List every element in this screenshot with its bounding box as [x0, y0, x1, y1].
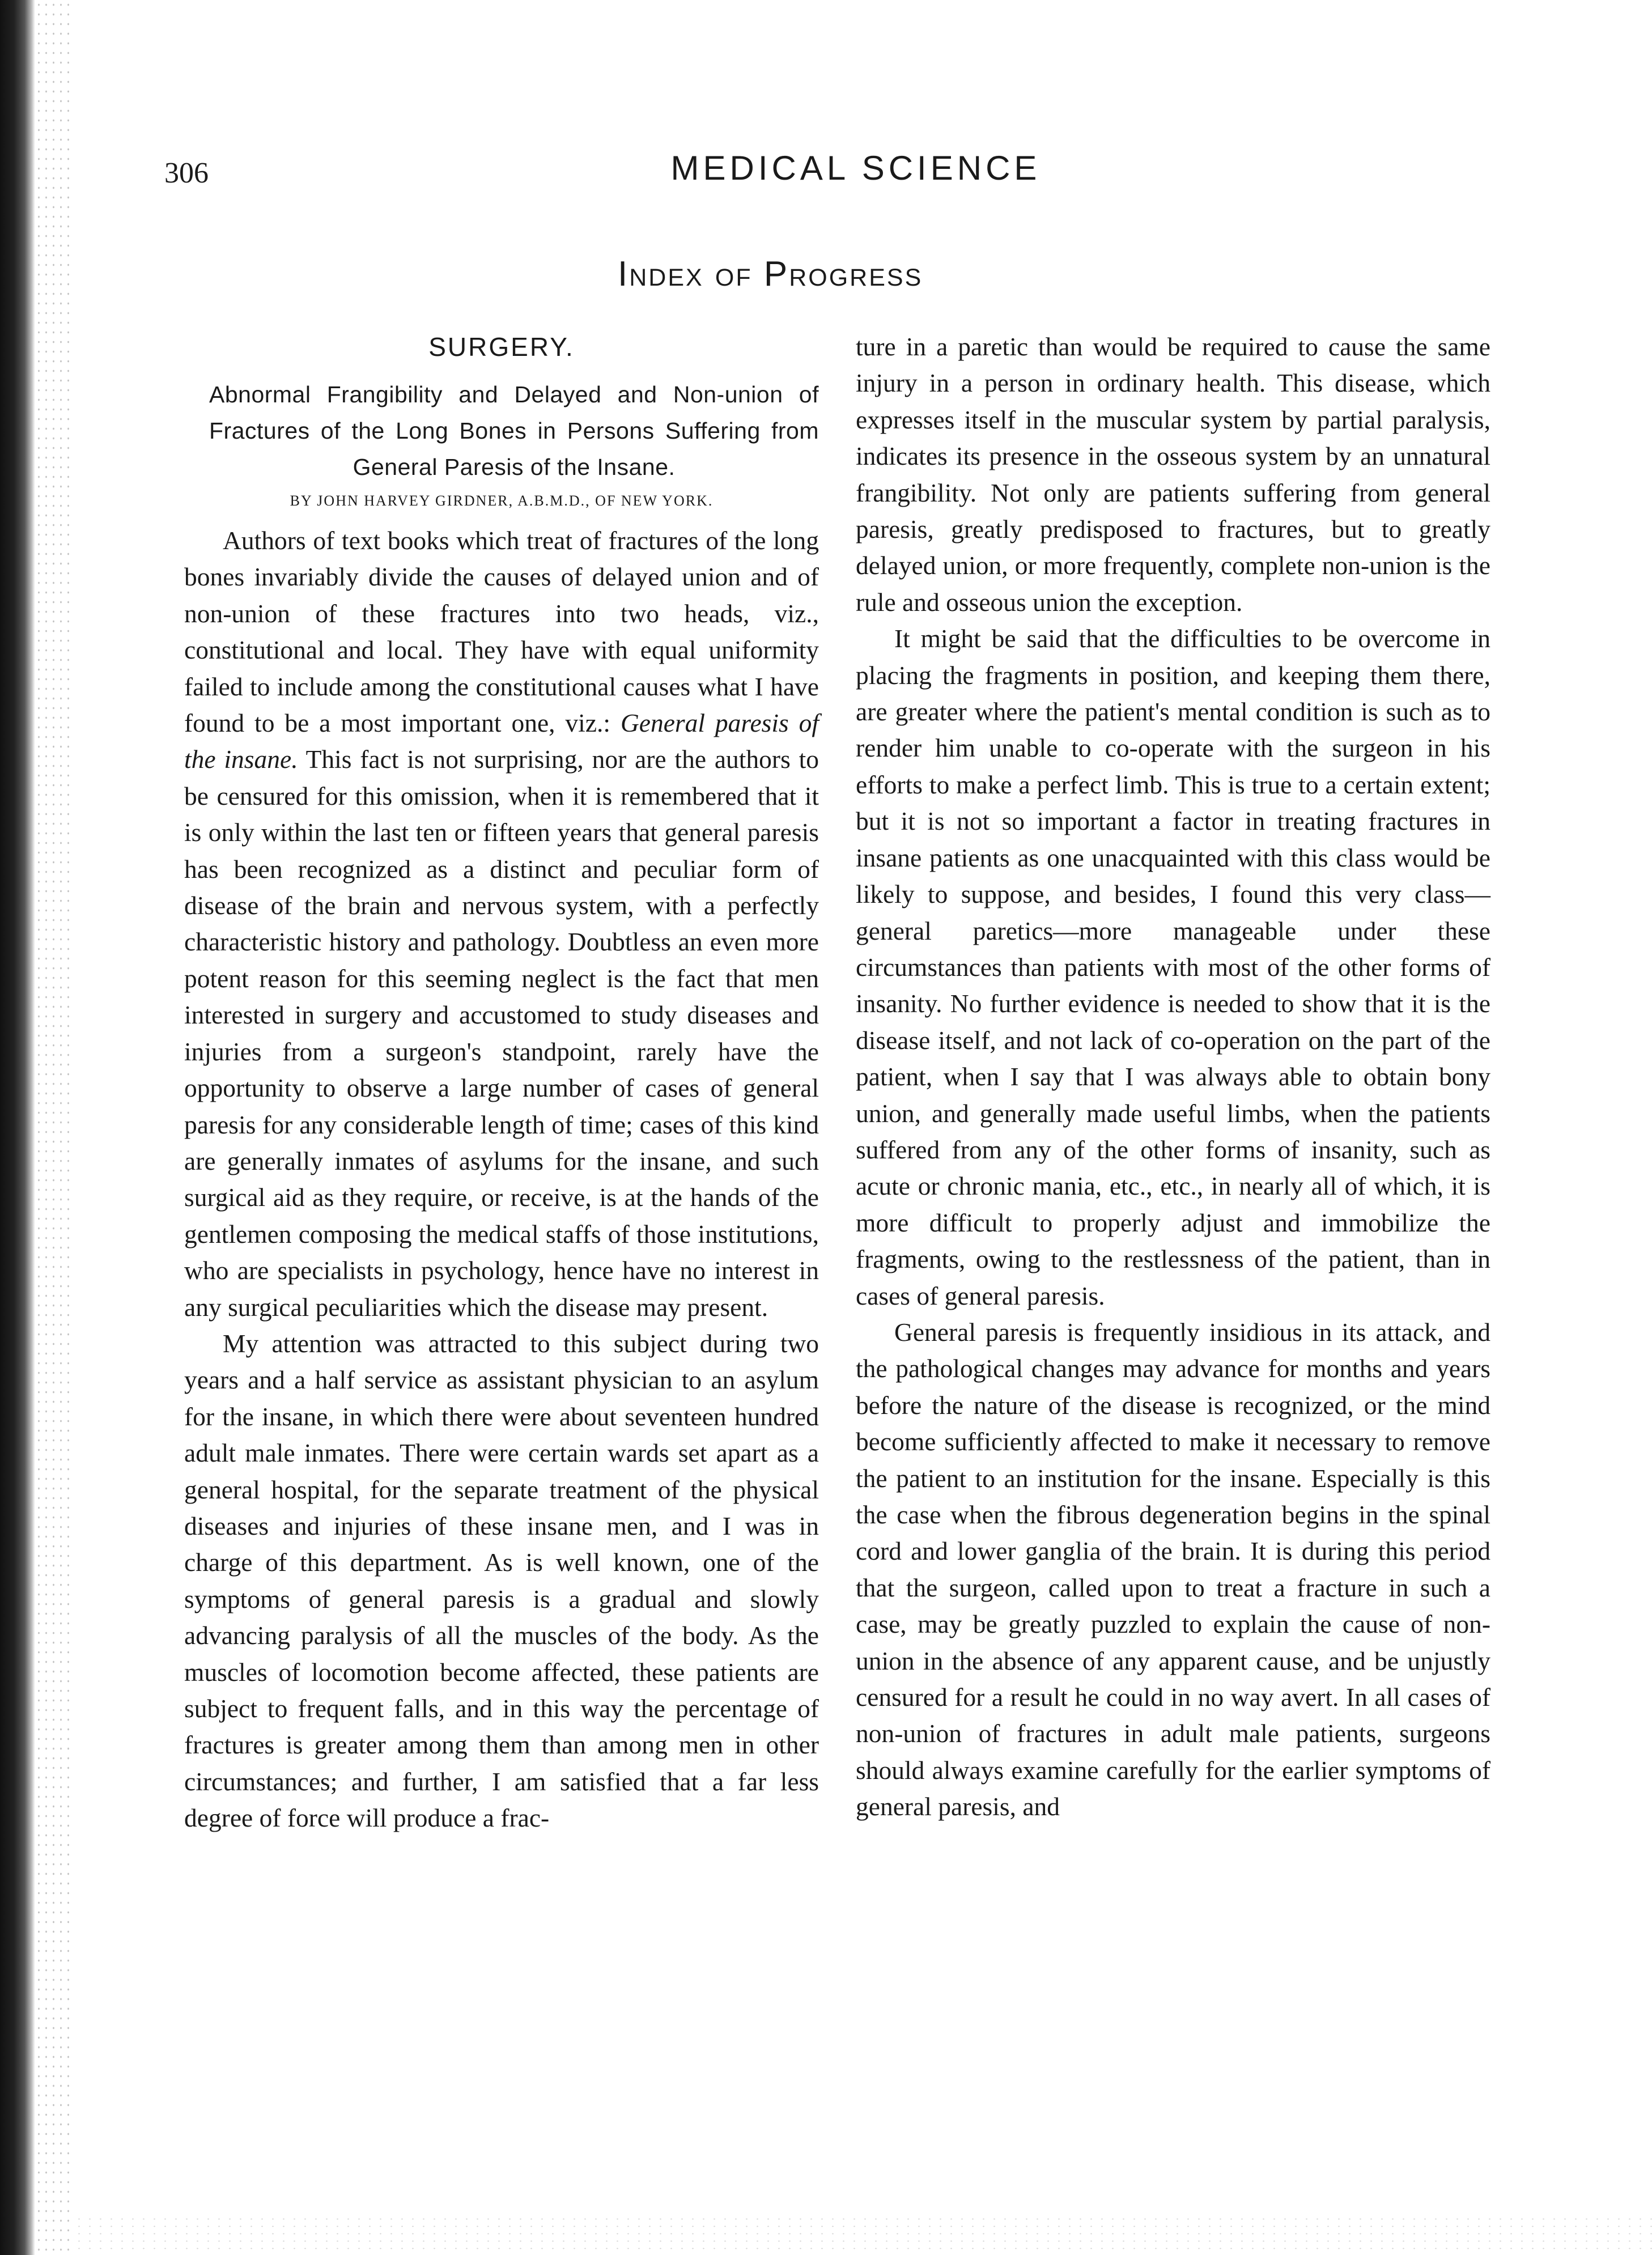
paragraph-5: General paresis is frequently insidious in its attack, and the pathological changes may advance for months and years before the nature of the disease is recognized, or the mind become sufficiently affected to make it necessary to remove the patient to an institution for the insane. Especially is this the case when the fibrous degeneration begins in the spinal cord and lower ganglia of the brain. It is during this period that the surgeon, called upon to treat a fracture in such a case, may be greatly puzzled to explain the cause of non-union in the absence of any apparent cause, and be unjustly censured for a result he could in no way avert. In all cases of non-union of fractures in adult male patients, surgeons should always examine carefully for the earlier symptoms of general paresis, and: [856, 1317, 1490, 1821]
section-title: Index of Progress: [618, 254, 923, 294]
paragraph-4: It might be said that the difficulties to be overcome in placing the fragments in position, and keeping them there, are greater where the patient's mental condition is such as to render him unable to co-operate with the surgeon in his efforts to make a perfect limb. This is true to a certain extent; but it is not so important a factor in treating fractures in insane patients as one unacquainted with this class would be likely to suppose, and besides, I found this very class—general paretics—more manageable under these circumstances than patients with most of the other forms of insanity. No further evidence is needed to show that it is the disease itself, and not lack of co-operation on the part of the patient, when I say that I was always able to obtain bony union, and generally made useful limbs, when the patients suffered from any of the other forms of insanity, such as acute or chronic mania, etc., etc., in nearly all of which, it is more difficult to properly adjust and immobilize the fragments, owing to the restlessness of the patient, than in cases of general paresis.: [856, 624, 1490, 1310]
paragraph-1: [184, 523, 819, 1326]
column-left: [184, 329, 819, 1837]
journal-title: MEDICAL SCIENCE: [670, 149, 1041, 187]
scan-noise-left: [35, 0, 75, 2255]
binding-shadow: [0, 0, 35, 2255]
paragraph-1-text-b: This fact is not surprising, nor are the authors to be censured for this omission, when it is remembered that it is only within the last ten or fifteen years that general paresis has been recognized as a distinct and peculiar form of disease of the brain and nervous system, with a perfectly characteristic history and pathology. Doubtless an even more potent reason for this seeming neglect is the fact that men interested in surgery and accustomed to study diseases and injuries from a surgeon's standpoint, rarely have the opportunity to observe a large number of cases of general paresis for any considerable length of time; cases of this kind are generally inmates of asylums for the insane, and such surgical aid as they require, or receive, is at the hands of the gentlemen composing the medical staffs of those institutions, who are specialists in psychology, hence have no interest in any surgical peculiarities which the disease may present.: [184, 745, 819, 1322]
paragraph-1-emphasis: General paresis of the insane.: [184, 708, 819, 774]
column-right: [856, 329, 1490, 1825]
article-byline: BY JOHN HARVEY GIRDNER, A.B.M.D., OF NEW YORK.: [290, 492, 714, 509]
article-title: Abnormal Frangibility and Delayed and Non-union of Fractures of the Long Bones in Persons Suffering from General Paresis of the Insane.: [209, 381, 819, 480]
scan-noise-bottom: [74, 2215, 1652, 2255]
paragraph-1-text-a: Authors of text books which treat of fractures of the long bones invariably divide the causes of delayed union and of non-union of these fractures into two heads, viz., constitutional and local. They have with equal uniformity failed to include among the constitutional causes what I have found to be a most important one, viz.:: [184, 526, 819, 738]
paragraph-3: ture in a paretic than would be required to cause the same injury in a person in ordinary health. This disease, which expresses itself in the muscular system by partial paralysis, indicates its presence in the osseous system by an unnatural frangibility. Not only are patients suffering from general paresis, greatly predisposed to fractures, but to greatly delayed union, or more frequently, complete non-union is the rule and osseous union the exception.: [856, 332, 1490, 617]
paragraph-2: My attention was attracted to this subject during two years and a half service as assistant physician to an asylum for the insane, in which there were about seventeen hundred adult male inmates. There were certain wards set apart as a general hospital, for the separate treatment of the physical diseases and injuries of these insane men, and I was in charge of this department. As is well known, one of the symptoms of general paresis is a gradual and slowly advancing paralysis of all the muscles of the body. As the muscles of locomotion become affected, these patients are subject to frequent falls, and in this way the percentage of fractures is greater among them than among men in other circumstances; and further, I am satisfied that a far less degree of force will produce a frac-: [184, 1328, 819, 1833]
running-head: [164, 148, 1490, 199]
page-number: 306: [164, 157, 209, 189]
article-category: SURGERY.: [428, 332, 575, 362]
